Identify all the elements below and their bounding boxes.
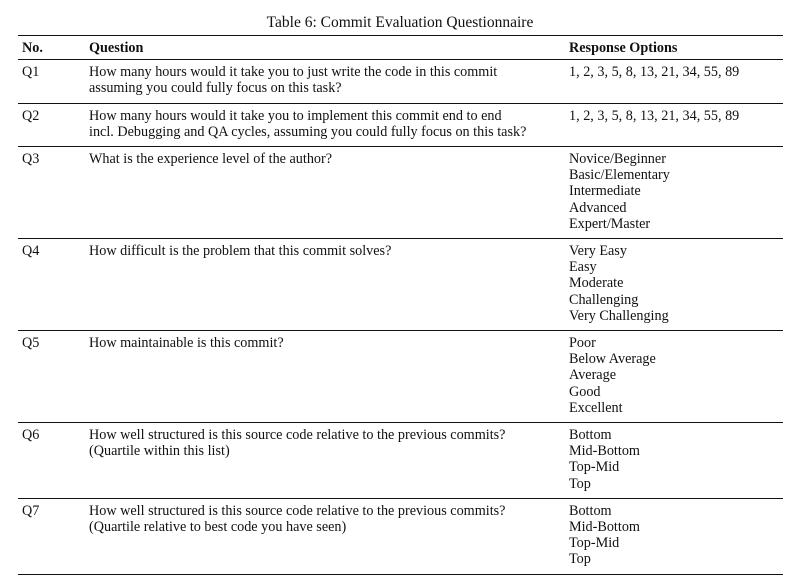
response-option: Top-Mid bbox=[569, 459, 620, 476]
response-option: 1, 2, 3, 5, 8, 13, 21, 34, 55, 89 bbox=[569, 107, 740, 124]
question-text bbox=[89, 147, 567, 239]
question-number: Q5 bbox=[22, 335, 40, 352]
question-text bbox=[89, 239, 567, 331]
table-body bbox=[18, 60, 783, 574]
header-response-options: Response Options bbox=[569, 40, 678, 56]
question-text bbox=[89, 423, 567, 499]
question-number: Q7 bbox=[22, 502, 40, 519]
question-line: How many hours would it take you to just write the code in this commit bbox=[89, 64, 498, 81]
header-no: No. bbox=[22, 40, 43, 56]
response-options bbox=[567, 239, 783, 331]
response-option: Challenging bbox=[569, 291, 639, 308]
response-option: Bottom bbox=[569, 502, 612, 519]
question-number: Q2 bbox=[22, 107, 40, 124]
response-option: Very Easy bbox=[569, 243, 627, 260]
question-line: (Quartile within this list) bbox=[89, 443, 230, 460]
response-option: Top bbox=[569, 475, 591, 492]
question-text bbox=[89, 331, 567, 423]
response-option: Average bbox=[569, 367, 616, 384]
response-option: Easy bbox=[569, 259, 597, 276]
response-option: Very Challenging bbox=[569, 307, 669, 324]
questionnaire-table bbox=[18, 35, 783, 575]
response-options bbox=[567, 103, 783, 146]
response-option: Bottom bbox=[569, 427, 612, 444]
response-option: Basic/Elementary bbox=[569, 167, 670, 184]
header-question: Question bbox=[89, 40, 144, 56]
question-text bbox=[89, 498, 567, 574]
question-line: How difficult is the problem that this commit solves? bbox=[89, 243, 392, 260]
table-row bbox=[18, 60, 783, 103]
response-option: Poor bbox=[569, 335, 596, 352]
question-line: How well structured is this source code relative to the previous commits? bbox=[89, 427, 506, 444]
table-row bbox=[18, 147, 783, 239]
response-option: Advanced bbox=[569, 199, 627, 216]
table-row bbox=[18, 239, 783, 331]
question-text bbox=[89, 103, 567, 146]
response-option: Novice/Beginner bbox=[569, 151, 666, 168]
response-options bbox=[567, 498, 783, 574]
response-option: Excellent bbox=[569, 399, 623, 416]
response-option: Mid-Bottom bbox=[569, 519, 640, 536]
response-options bbox=[567, 147, 783, 239]
response-options bbox=[567, 423, 783, 499]
question-number: Q6 bbox=[22, 427, 40, 444]
response-option: Moderate bbox=[569, 275, 624, 292]
table-row bbox=[18, 498, 783, 574]
question-line: How many hours would it take you to implement this commit end to end bbox=[89, 107, 502, 124]
response-option: Good bbox=[569, 383, 601, 400]
question-line: incl. Debugging and QA cycles, assuming you could fully focus on this task? bbox=[89, 123, 527, 140]
question-number: Q4 bbox=[22, 243, 40, 260]
question-line: How maintainable is this commit? bbox=[89, 335, 284, 352]
table-header-row bbox=[18, 36, 783, 60]
response-option: 1, 2, 3, 5, 8, 13, 21, 34, 55, 89 bbox=[569, 64, 740, 81]
table-caption: Table 6: Commit Evaluation Questionnaire bbox=[266, 14, 534, 31]
table-row bbox=[18, 423, 783, 499]
response-option: Top bbox=[569, 551, 591, 568]
question-line: How well structured is this source code relative to the previous commits? bbox=[89, 502, 506, 519]
response-option: Intermediate bbox=[569, 183, 641, 200]
question-number: Q1 bbox=[22, 64, 40, 81]
question-line: assuming you could fully focus on this task? bbox=[89, 80, 342, 97]
response-options bbox=[567, 331, 783, 423]
question-text bbox=[89, 60, 567, 103]
question-line: (Quartile relative to best code you have seen) bbox=[89, 519, 347, 536]
response-option: Expert/Master bbox=[569, 215, 651, 232]
table-row bbox=[18, 103, 783, 146]
response-option: Below Average bbox=[569, 351, 656, 368]
table-row bbox=[18, 331, 783, 423]
question-line: What is the experience level of the author? bbox=[89, 151, 333, 168]
response-option: Top-Mid bbox=[569, 535, 620, 552]
response-options bbox=[567, 60, 783, 103]
response-option: Mid-Bottom bbox=[569, 443, 640, 460]
question-number: Q3 bbox=[22, 151, 40, 168]
